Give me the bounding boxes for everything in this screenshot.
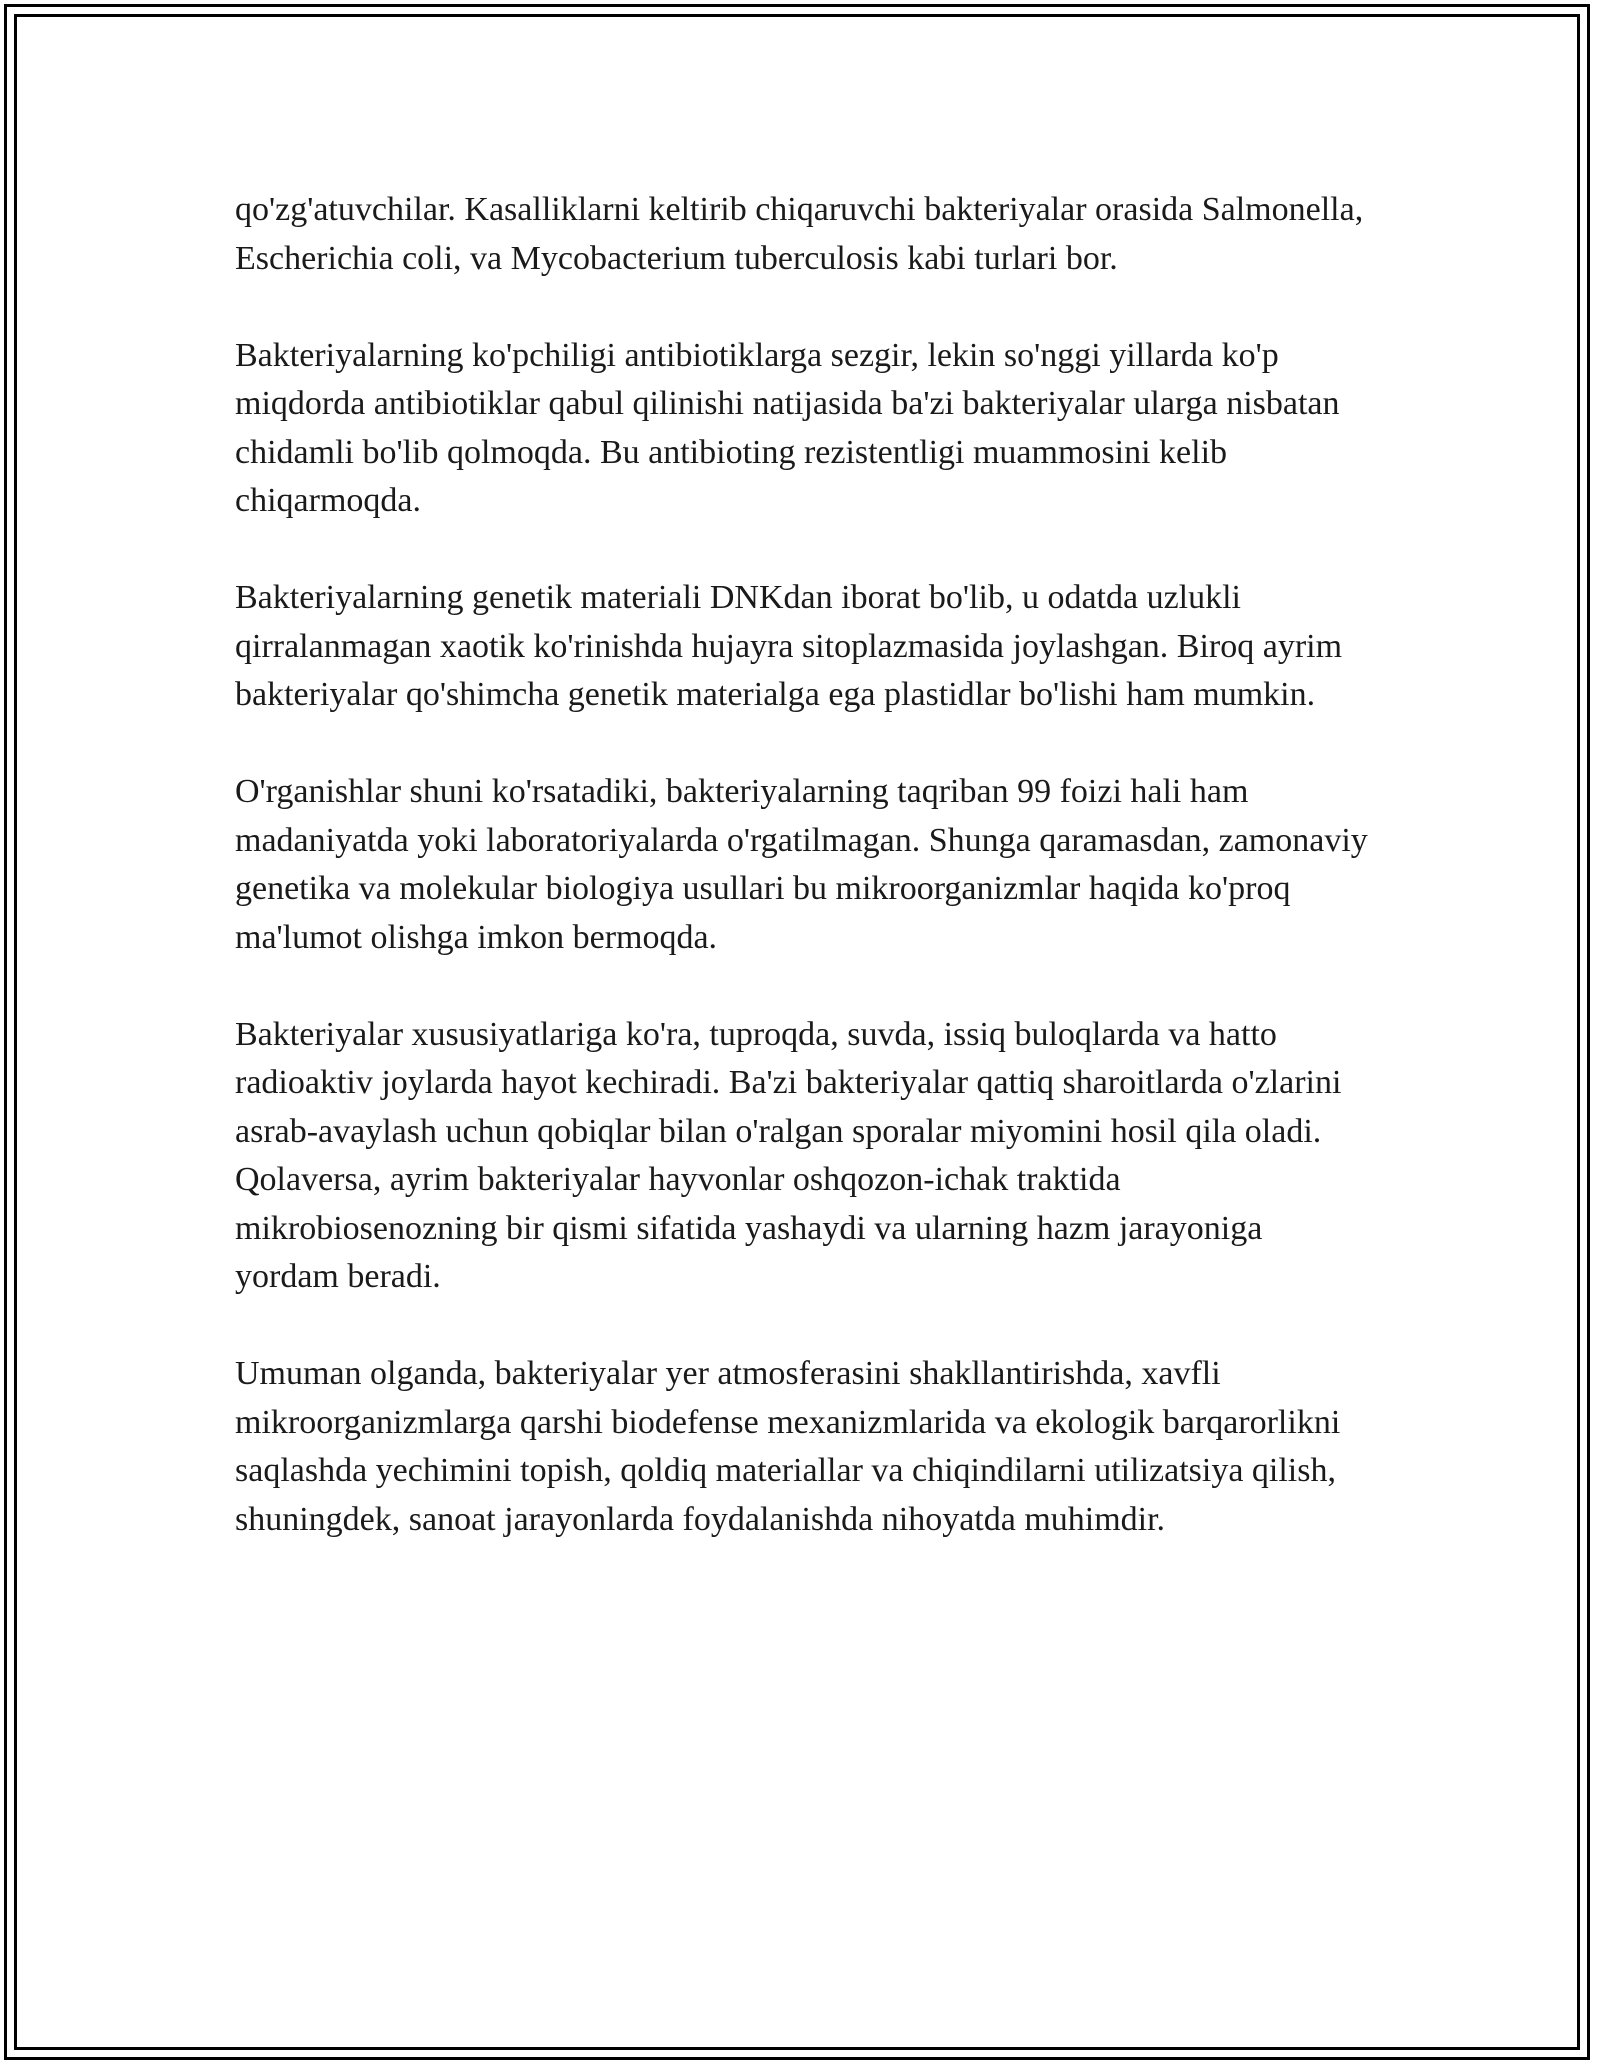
paragraph: Umuman olganda, bakteriyalar yer atmosferasini shakllantirishda, xavfli mikroorganizmlarga qarshi biodefense mexanizmlarida va ekologik barqarorlikni saqlashda yechimini topish, qoldiq materiallar va chiqindilarni utilizatsiya qilish, shuningdek, sanoat jarayonlarda foydalanishda nihoyatda muhimdir. (235, 1355, 1341, 1538)
paragraph: Bakteriyalar xususiyatlariga ko'ra, tuproqda, suvda, issiq buloqlarda va hatto radioaktiv joylarda hayot kechiradi. Ba'zi bakteriyalar qattiq sharoitlarda o'zlarini asrab-avaylash uchun qobiqlar bilan o'ralgan sporalar miyomini hosil qila oladi. Qolaversa, ayrim bakteriyalar hayvonlar oshqozon-ichak traktida mikrobiosenozning bir qismi sifatida yashaydi va ularning hazm jarayoniga yordam beradi. (235, 1015, 1342, 1295)
paragraph: Bakteriyalarning ko'pchiligi antibiotiklarga sezgir, lekin so'nggi yillarda ko'p miqdorda antibiotiklar qabul qilinishi natijasida ba'zi bakteriyalar ularga nisbatan chidamli bo'lib qolmoqda. Bu antibioting rezistentligi muammosini kelib chiqarmoqda. (235, 336, 1340, 519)
paragraph: qo'zg'atuvchilar. Kasalliklarni keltirib chiqaruvchi bakteriyalar orasida Salmonella, Escherichia coli, va Mycobacterium tuberculosis kabi turlari bor. (235, 191, 1364, 277)
document-body (235, 186, 1370, 1593)
paragraph: O'rganishlar shuni ko'rsatadiki, bakteriyalarning taqriban 99 foizi hali ham madaniyatda yoki laboratoriyalarda o'rgatilmagan. Shunga qaramasdan, zamonaviy genetika va molekular biologiya usullari bu mikroorganizmlar haqida ko'proq ma'lumot olishga imkon bermoqda. (235, 773, 1368, 956)
paragraph: Bakteriyalarning genetik materiali DNKdan iborat bo'lib, u odatda uzlukli qirralanmagan xaotik ko'rinishda hujayra sitoplazmasida joylashgan. Biroq ayrim bakteriyalar qo'shimcha genetik materialga ega plastidlar bo'lishi ham mumkin. (235, 579, 1343, 713)
